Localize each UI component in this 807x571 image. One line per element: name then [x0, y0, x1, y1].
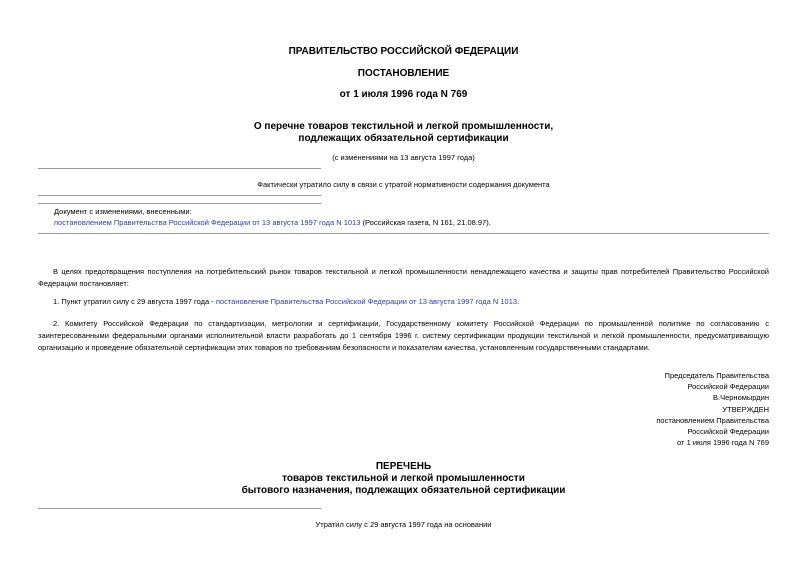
- signature-line-3: В.Черномырдин: [713, 393, 769, 403]
- title-line-1: О перечне товаров текстильной и легкой промышленности,: [253, 121, 554, 132]
- government-heading: ПРАВИТЕЛЬСТВО РОССИЙСКОЙ ФЕДЕРАЦИИ: [288, 46, 519, 57]
- changes-intro: Документ с изменениями, внесенными:: [54, 207, 192, 216]
- signature-line-1: Председатель Правительства: [664, 371, 769, 380]
- date-number-heading: от 1 июля 1996 года N 769: [339, 89, 468, 100]
- list-heading-line-1: ПЕРЕЧЕНЬ: [375, 461, 432, 472]
- item-1-text: 1. Пункт утратил силу с 29 августа 1997 года -: [53, 297, 216, 306]
- signature-line-6: Российской Федерации: [687, 427, 769, 437]
- item-1-link[interactable]: постановление Правительства Российской Федерации от 13 августа 1997 года N 1013: [215, 297, 518, 306]
- footer-note: Утратил силу с 29 августа 1997 года на основании: [315, 520, 492, 529]
- amendments-note: (с изменениями на 13 августа 1997 года): [332, 153, 475, 162]
- signature-line-4: УТВЕРЖДЕН: [722, 404, 769, 414]
- preamble-paragraph: В целях предотвращения поступления на потребительский рынок товаров текстильной и легкой промышленности ненадлежащего качества и защиты прав потребителей Правительство Российской Федерации постановляет:: [38, 267, 769, 288]
- signature-block: [469, 370, 769, 448]
- status-note: Фактически утратило силу в связи с утратой нормативности содержания документа: [257, 180, 550, 189]
- list-heading-line-3: бытового назначения, подлежащих обязательной сертификации: [241, 485, 566, 496]
- divider-changes-bottom: [38, 233, 769, 234]
- item-2-paragraph: 2. Комитету Российской Федерации по стандартизации, метрологии и сертификации, Государственному комитету Российской Федерации по промышленной политике по согласованию с заинтересованными федеральными органами исполнительной власти разработать до 1 сентября 1996 г. систему сертификации продукции текстильной и легкой промышленности, предусматривающую организацию и проведение обязательной сертификации этих товаров по требованиям безопасности и показателям качества, установленным государственными стандартами.: [38, 319, 769, 352]
- amendment-link[interactable]: постановлением Правительства Российской Федерации от 13 августа 1997 года N 1013: [54, 218, 361, 227]
- divider-footer: [38, 508, 321, 509]
- doc-type-heading: ПОСТАНОВЛЕНИЕ: [357, 68, 450, 79]
- changes-line: [54, 217, 491, 228]
- item-1-end: .: [517, 297, 520, 306]
- signature-line-5: постановлением Правительства: [656, 415, 769, 425]
- divider-changes-top: [38, 203, 321, 204]
- list-heading-line-2: товаров текстильной и легкой промышленности: [282, 473, 525, 484]
- changes-source: (Российская газета, N 161, 21.08.97).: [360, 218, 491, 227]
- signature-line-2: Российской Федерации: [687, 382, 769, 392]
- item-1-paragraph: [38, 296, 769, 308]
- divider-top: [38, 168, 321, 169]
- divider-status: [38, 195, 321, 196]
- title-line-2: подлежащих обязательной сертификации: [298, 133, 509, 144]
- signature-line-7: от 1 июля 1996 года N 769: [677, 438, 769, 448]
